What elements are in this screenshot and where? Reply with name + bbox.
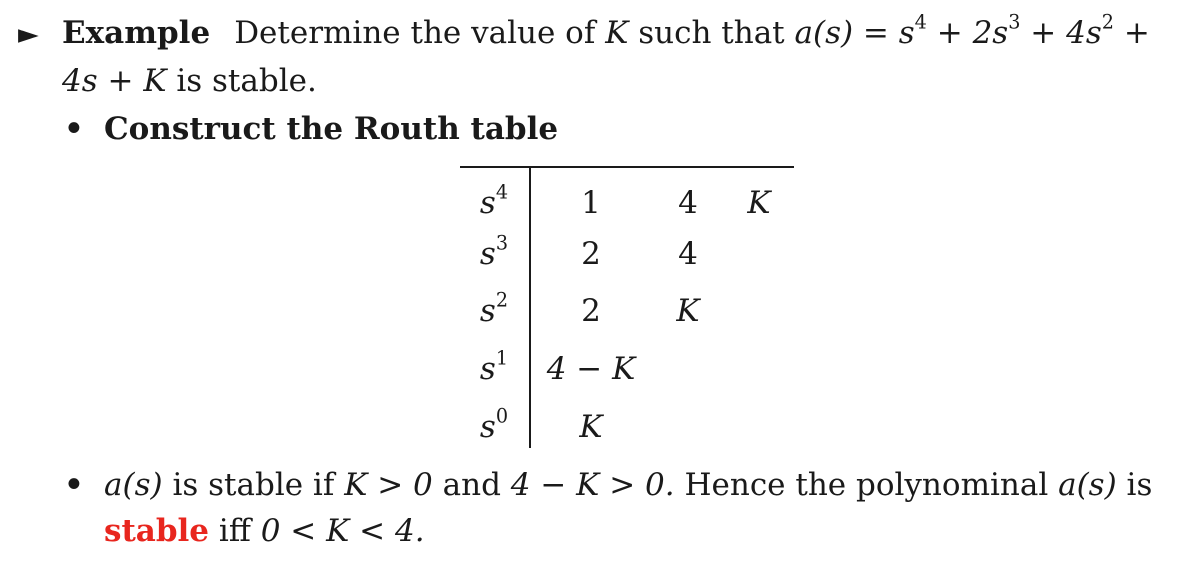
example-intro: Determine the value of xyxy=(234,15,596,51)
row-power-label: $s^4$ xyxy=(479,180,509,221)
table-cell: 4 xyxy=(678,185,698,221)
table-cell: K xyxy=(747,185,771,221)
bullet-icon: • xyxy=(64,467,84,503)
table-cell: K xyxy=(676,293,700,329)
condition-1: K > 0 xyxy=(344,467,433,503)
poly-term-2s: + 2s xyxy=(926,15,1009,51)
stable-highlight: stable xyxy=(104,513,210,549)
and-text: and xyxy=(442,467,501,503)
poly-plus: + xyxy=(1113,15,1150,51)
conclusion-line-2 xyxy=(64,508,1174,554)
var-k: K xyxy=(605,15,629,51)
table-cell: 2 xyxy=(581,236,601,272)
routh-table xyxy=(460,166,794,448)
as-symbol: a(s) xyxy=(104,467,163,503)
such-that-text: such that xyxy=(638,15,785,51)
table-cell: 4 − K xyxy=(546,351,636,387)
row-power-label: $s^0$ xyxy=(479,404,509,445)
triangle-marker-icon: ► xyxy=(18,19,39,50)
poly-term-4s: + 4s xyxy=(1020,15,1102,51)
polynomial-expression xyxy=(794,10,1150,51)
is-stable-text: is stable. xyxy=(176,63,317,99)
table-cell: 1 xyxy=(581,185,601,221)
table-cell: K xyxy=(579,409,603,445)
poly-tail: 4s + K xyxy=(62,63,167,99)
step-stability-conclusion xyxy=(64,462,1174,554)
iff-text: iff xyxy=(218,513,251,549)
conclusion-text-b: Hence the polynominal xyxy=(684,467,1049,503)
table-cell: 4 xyxy=(678,236,698,272)
poly-exp-2: 2 xyxy=(1101,10,1114,34)
poly-lhs: a(s) = s xyxy=(794,15,915,51)
poly-exp-3: 3 xyxy=(1008,10,1021,34)
conclusion-text-a: is stable if xyxy=(172,467,335,503)
is-text: is xyxy=(1126,467,1153,503)
table-cell: 2 xyxy=(581,293,601,329)
table-top-rule xyxy=(460,166,794,168)
bullet-icon: • xyxy=(64,111,84,147)
table-vertical-rule xyxy=(529,166,531,448)
example-paragraph xyxy=(18,10,1168,104)
poly-exp-4: 4 xyxy=(914,10,927,34)
as-symbol-2: a(s) xyxy=(1058,467,1117,503)
example-heading: Example xyxy=(62,15,211,51)
step-construct-table xyxy=(64,106,558,152)
condition-2: 4 − K > 0. xyxy=(510,467,675,503)
example-line-2 xyxy=(18,58,1168,104)
row-power-label: $s^2$ xyxy=(479,288,509,329)
row-power-label: $s^1$ xyxy=(479,346,509,387)
row-power-label: $s^3$ xyxy=(479,231,509,272)
step-construct-label: Construct the Routh table xyxy=(104,111,559,147)
k-range: 0 < K < 4. xyxy=(260,513,425,549)
